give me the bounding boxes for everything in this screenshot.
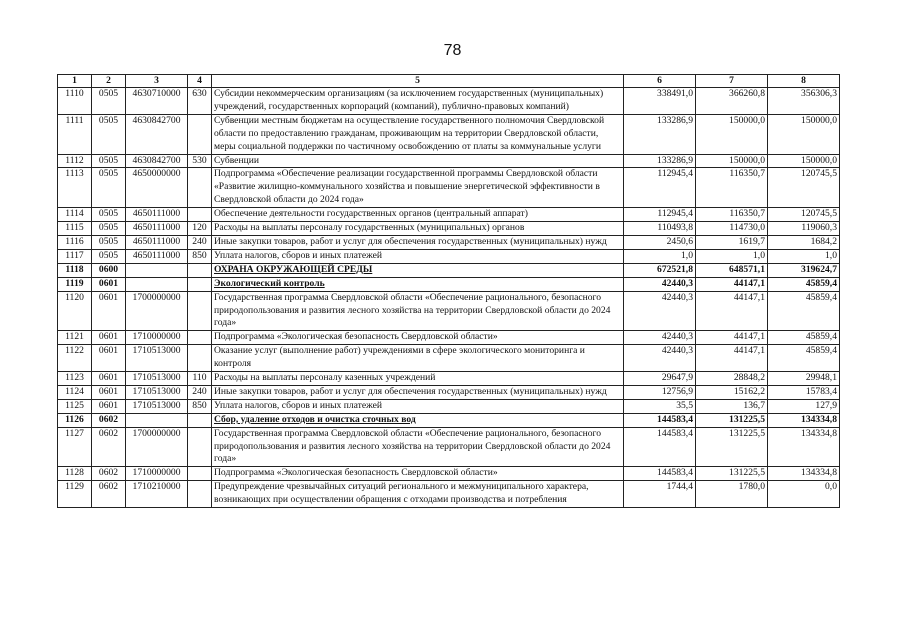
amount-col6-cell: 112945,4: [624, 168, 696, 208]
table-row: [58, 331, 840, 345]
amount-col7-cell: 114730,0: [696, 222, 768, 236]
amount-col8-cell: 120745,5: [768, 168, 840, 208]
table-row: [58, 291, 840, 331]
item-name-cell: Предупреждение чрезвычайных ситуаций регионального и межмуниципального характера, возникающих при осуществлении обращения с отходами производства и потребления: [212, 481, 624, 508]
amount-col6-cell: 144583,4: [624, 427, 696, 467]
amount-col6-cell: 672521,8: [624, 263, 696, 277]
amount-col8-cell: 15783,4: [768, 385, 840, 399]
table-row: [58, 372, 840, 386]
amount-col8-cell: 45859,4: [768, 345, 840, 372]
section-code-cell: 0505: [92, 222, 126, 236]
header-cell: 7: [696, 75, 768, 88]
table-row: [58, 235, 840, 249]
expense-type-cell: [188, 168, 212, 208]
section-code-cell: 0601: [92, 399, 126, 413]
header-row: [58, 75, 840, 88]
row-number-cell: 1119: [58, 277, 92, 291]
table-row: [58, 345, 840, 372]
page-number: 78: [443, 42, 462, 59]
item-name-cell: Подпрограмма «Экологическая безопасность Свердловской области»: [212, 467, 624, 481]
amount-col6-cell: 12756,9: [624, 385, 696, 399]
target-code-cell: 1710513000: [126, 385, 188, 399]
amount-col6-cell: 338491,0: [624, 88, 696, 115]
amount-col7-cell: 131225,5: [696, 467, 768, 481]
amount-col6-cell: 35,5: [624, 399, 696, 413]
header-cell: 5: [212, 75, 624, 88]
target-code-cell: 4630842700: [126, 154, 188, 168]
section-heading-text: Экологический контроль: [214, 277, 325, 289]
target-code-cell: 1710000000: [126, 467, 188, 481]
target-code-cell: [126, 277, 188, 291]
amount-col7-cell: 136,7: [696, 399, 768, 413]
amount-col8-cell: 1684,2: [768, 235, 840, 249]
amount-col8-cell: 0,0: [768, 481, 840, 508]
row-number-cell: 1128: [58, 467, 92, 481]
amount-col6-cell: 1744,4: [624, 481, 696, 508]
row-number-cell: 1118: [58, 263, 92, 277]
amount-col7-cell: 648571,1: [696, 263, 768, 277]
section-code-cell: 0505: [92, 168, 126, 208]
section-code-cell: 0600: [92, 263, 126, 277]
expense-type-cell: 630: [188, 88, 212, 115]
item-name-cell: Уплата налогов, сборов и иных платежей: [212, 249, 624, 263]
row-number-cell: 1117: [58, 249, 92, 263]
target-code-cell: 1700000000: [126, 291, 188, 331]
expense-type-cell: [188, 467, 212, 481]
amount-col6-cell: 29647,9: [624, 372, 696, 386]
section-code-cell: 0602: [92, 413, 126, 427]
row-number-cell: 1112: [58, 154, 92, 168]
amount-col6-cell: 42440,3: [624, 331, 696, 345]
item-name-cell: Иные закупки товаров, работ и услуг для обеспечения государственных (муниципальных) нужд: [212, 235, 624, 249]
row-number-cell: 1115: [58, 222, 92, 236]
table-row: [58, 467, 840, 481]
amount-col8-cell: 134334,8: [768, 467, 840, 481]
amount-col8-cell: 1,0: [768, 249, 840, 263]
table-row: [58, 399, 840, 413]
expense-type-cell: 530: [188, 154, 212, 168]
section-code-cell: 0601: [92, 291, 126, 331]
section-code-cell: 0505: [92, 208, 126, 222]
amount-col6-cell: 1,0: [624, 249, 696, 263]
amount-col7-cell: 28848,2: [696, 372, 768, 386]
row-number-cell: 1111: [58, 114, 92, 154]
expense-type-cell: [188, 291, 212, 331]
item-name-cell: Оказание услуг (выполнение работ) учреждениями в сфере экологического мониторинга и контроля: [212, 345, 624, 372]
amount-col7-cell: 366260,8: [696, 88, 768, 115]
section-code-cell: 0601: [92, 277, 126, 291]
target-code-cell: 1710513000: [126, 372, 188, 386]
section-code-cell: 0601: [92, 331, 126, 345]
table-row: [58, 154, 840, 168]
section-code-cell: 0505: [92, 235, 126, 249]
amount-col8-cell: 134334,8: [768, 413, 840, 427]
target-code-cell: [126, 263, 188, 277]
amount-col7-cell: 131225,5: [696, 413, 768, 427]
amount-col8-cell: 119060,3: [768, 222, 840, 236]
amount-col8-cell: 45859,4: [768, 277, 840, 291]
amount-col7-cell: 1780,0: [696, 481, 768, 508]
row-number-cell: 1121: [58, 331, 92, 345]
row-number-cell: 1123: [58, 372, 92, 386]
row-number-cell: 1113: [58, 168, 92, 208]
amount-col6-cell: 112945,4: [624, 208, 696, 222]
table-row: [58, 222, 840, 236]
amount-col8-cell: 356306,3: [768, 88, 840, 115]
header-cell: 2: [92, 75, 126, 88]
header-cell: 1: [58, 75, 92, 88]
amount-col7-cell: 1,0: [696, 249, 768, 263]
section-code-cell: 0505: [92, 88, 126, 115]
amount-col8-cell: 150000,0: [768, 154, 840, 168]
row-number-cell: 1110: [58, 88, 92, 115]
table-row: [58, 249, 840, 263]
table-row: [58, 413, 840, 427]
expense-type-cell: 110: [188, 372, 212, 386]
amount-col7-cell: 44147,1: [696, 345, 768, 372]
amount-col7-cell: 116350,7: [696, 208, 768, 222]
target-code-cell: 4650000000: [126, 168, 188, 208]
target-code-cell: 4650111000: [126, 249, 188, 263]
target-code-cell: 1700000000: [126, 427, 188, 467]
budget-table: [57, 74, 840, 508]
amount-col6-cell: 42440,3: [624, 291, 696, 331]
expense-type-cell: 240: [188, 235, 212, 249]
table-row: [58, 114, 840, 154]
amount-col8-cell: 150000,0: [768, 114, 840, 154]
target-code-cell: 1710513000: [126, 399, 188, 413]
table-row: [58, 88, 840, 115]
item-name-cell: Субсидии некоммерческим организациям (за исключением государственных (муниципальных) учреждений, государственных корпораций (компаний), публично-правовых компаний): [212, 88, 624, 115]
table-row: [58, 168, 840, 208]
target-code-cell: 4650111000: [126, 208, 188, 222]
item-name-cell: Подпрограмма «Обеспечение реализации государственной программы Свердловской области «Развитие жилищно-коммунального хозяйства и повышение энергетической эффективности в Свердловской области до 2024 года»: [212, 168, 624, 208]
item-name-cell: Уплата налогов, сборов и иных платежей: [212, 399, 624, 413]
section-code-cell: 0601: [92, 372, 126, 386]
item-name-cell: [212, 277, 624, 291]
section-heading-text: Сбор, удаление отходов и очистка сточных вод: [214, 413, 416, 425]
amount-col6-cell: 2450,6: [624, 235, 696, 249]
table-body: [58, 88, 840, 508]
amount-col6-cell: 133286,9: [624, 154, 696, 168]
item-name-cell: Расходы на выплаты персоналу казенных учреждений: [212, 372, 624, 386]
table-row: [58, 263, 840, 277]
amount-col6-cell: 42440,3: [624, 345, 696, 372]
amount-col8-cell: 127,9: [768, 399, 840, 413]
target-code-cell: 1710513000: [126, 345, 188, 372]
item-name-cell: Обеспечение деятельности государственных органов (центральный аппарат): [212, 208, 624, 222]
expense-type-cell: [188, 331, 212, 345]
amount-col6-cell: 133286,9: [624, 114, 696, 154]
row-number-cell: 1114: [58, 208, 92, 222]
header-cell: 4: [188, 75, 212, 88]
item-name-cell: [212, 413, 624, 427]
item-name-cell: [212, 263, 624, 277]
section-code-cell: 0601: [92, 345, 126, 372]
expense-type-cell: 850: [188, 249, 212, 263]
header-cell: 6: [624, 75, 696, 88]
target-code-cell: 1710210000: [126, 481, 188, 508]
expense-type-cell: [188, 263, 212, 277]
table-row: [58, 208, 840, 222]
amount-col6-cell: 110493,8: [624, 222, 696, 236]
table-row: [58, 385, 840, 399]
expense-type-cell: [188, 413, 212, 427]
section-code-cell: 0505: [92, 114, 126, 154]
amount-col7-cell: 44147,1: [696, 331, 768, 345]
target-code-cell: 1710000000: [126, 331, 188, 345]
expense-type-cell: 850: [188, 399, 212, 413]
expense-type-cell: 120: [188, 222, 212, 236]
amount-col8-cell: 45859,4: [768, 291, 840, 331]
section-code-cell: 0602: [92, 481, 126, 508]
section-code-cell: 0602: [92, 467, 126, 481]
amount-col8-cell: 29948,1: [768, 372, 840, 386]
section-code-cell: 0601: [92, 385, 126, 399]
table-row: [58, 277, 840, 291]
amount-col7-cell: 44147,1: [696, 291, 768, 331]
row-number-cell: 1120: [58, 291, 92, 331]
row-number-cell: 1126: [58, 413, 92, 427]
amount-col7-cell: 15162,2: [696, 385, 768, 399]
expense-type-cell: [188, 481, 212, 508]
item-name-cell: Субвенции местным бюджетам на осуществление государственного полномочия Свердловской области по предоставлению гражданам, проживающим на территории Свердловской области, меры социальной поддержки по частичному освобождению от платы за коммунальные услуги: [212, 114, 624, 154]
section-heading-text: ОХРАНА ОКРУЖАЮЩЕЙ СРЕДЫ: [214, 263, 373, 275]
row-number-cell: 1127: [58, 427, 92, 467]
amount-col8-cell: 45859,4: [768, 331, 840, 345]
amount-col8-cell: 120745,5: [768, 208, 840, 222]
item-name-cell: Субвенции: [212, 154, 624, 168]
amount-col7-cell: 150000,0: [696, 154, 768, 168]
row-number-cell: 1124: [58, 385, 92, 399]
item-name-cell: Государственная программа Свердловской области «Обеспечение рационального, безопасного природопользования и развития лесного хозяйства на территории Свердловской области до 2024 года»: [212, 427, 624, 467]
target-code-cell: [126, 413, 188, 427]
item-name-cell: Государственная программа Свердловской области «Обеспечение рационального, безопасного природопользования и развития лесного хозяйства на территории Свердловской области до 2024 года»: [212, 291, 624, 331]
header-cell: 3: [126, 75, 188, 88]
amount-col7-cell: 116350,7: [696, 168, 768, 208]
expense-type-cell: 240: [188, 385, 212, 399]
header-cell: 8: [768, 75, 840, 88]
row-number-cell: 1129: [58, 481, 92, 508]
expense-type-cell: [188, 427, 212, 467]
amount-col6-cell: 42440,3: [624, 277, 696, 291]
section-code-cell: 0505: [92, 249, 126, 263]
row-number-cell: 1125: [58, 399, 92, 413]
row-number-cell: 1122: [58, 345, 92, 372]
row-number-cell: 1116: [58, 235, 92, 249]
amount-col8-cell: 319624,7: [768, 263, 840, 277]
amount-col7-cell: 150000,0: [696, 114, 768, 154]
section-code-cell: 0505: [92, 154, 126, 168]
expense-type-cell: [188, 208, 212, 222]
item-name-cell: Расходы на выплаты персоналу государственных (муниципальных) органов: [212, 222, 624, 236]
section-code-cell: 0602: [92, 427, 126, 467]
item-name-cell: Подпрограмма «Экологическая безопасность Свердловской области»: [212, 331, 624, 345]
target-code-cell: 4630710000: [126, 88, 188, 115]
amount-col8-cell: 134334,8: [768, 427, 840, 467]
target-code-cell: 4630842700: [126, 114, 188, 154]
expense-type-cell: [188, 345, 212, 372]
item-name-cell: Иные закупки товаров, работ и услуг для обеспечения государственных (муниципальных) нужд: [212, 385, 624, 399]
target-code-cell: 4650111000: [126, 222, 188, 236]
amount-col7-cell: 44147,1: [696, 277, 768, 291]
expense-type-cell: [188, 277, 212, 291]
amount-col6-cell: 144583,4: [624, 413, 696, 427]
expense-type-cell: [188, 114, 212, 154]
amount-col7-cell: 131225,5: [696, 427, 768, 467]
target-code-cell: 4650111000: [126, 235, 188, 249]
table-row: [58, 481, 840, 508]
amount-col7-cell: 1619,7: [696, 235, 768, 249]
table-row: [58, 427, 840, 467]
amount-col6-cell: 144583,4: [624, 467, 696, 481]
